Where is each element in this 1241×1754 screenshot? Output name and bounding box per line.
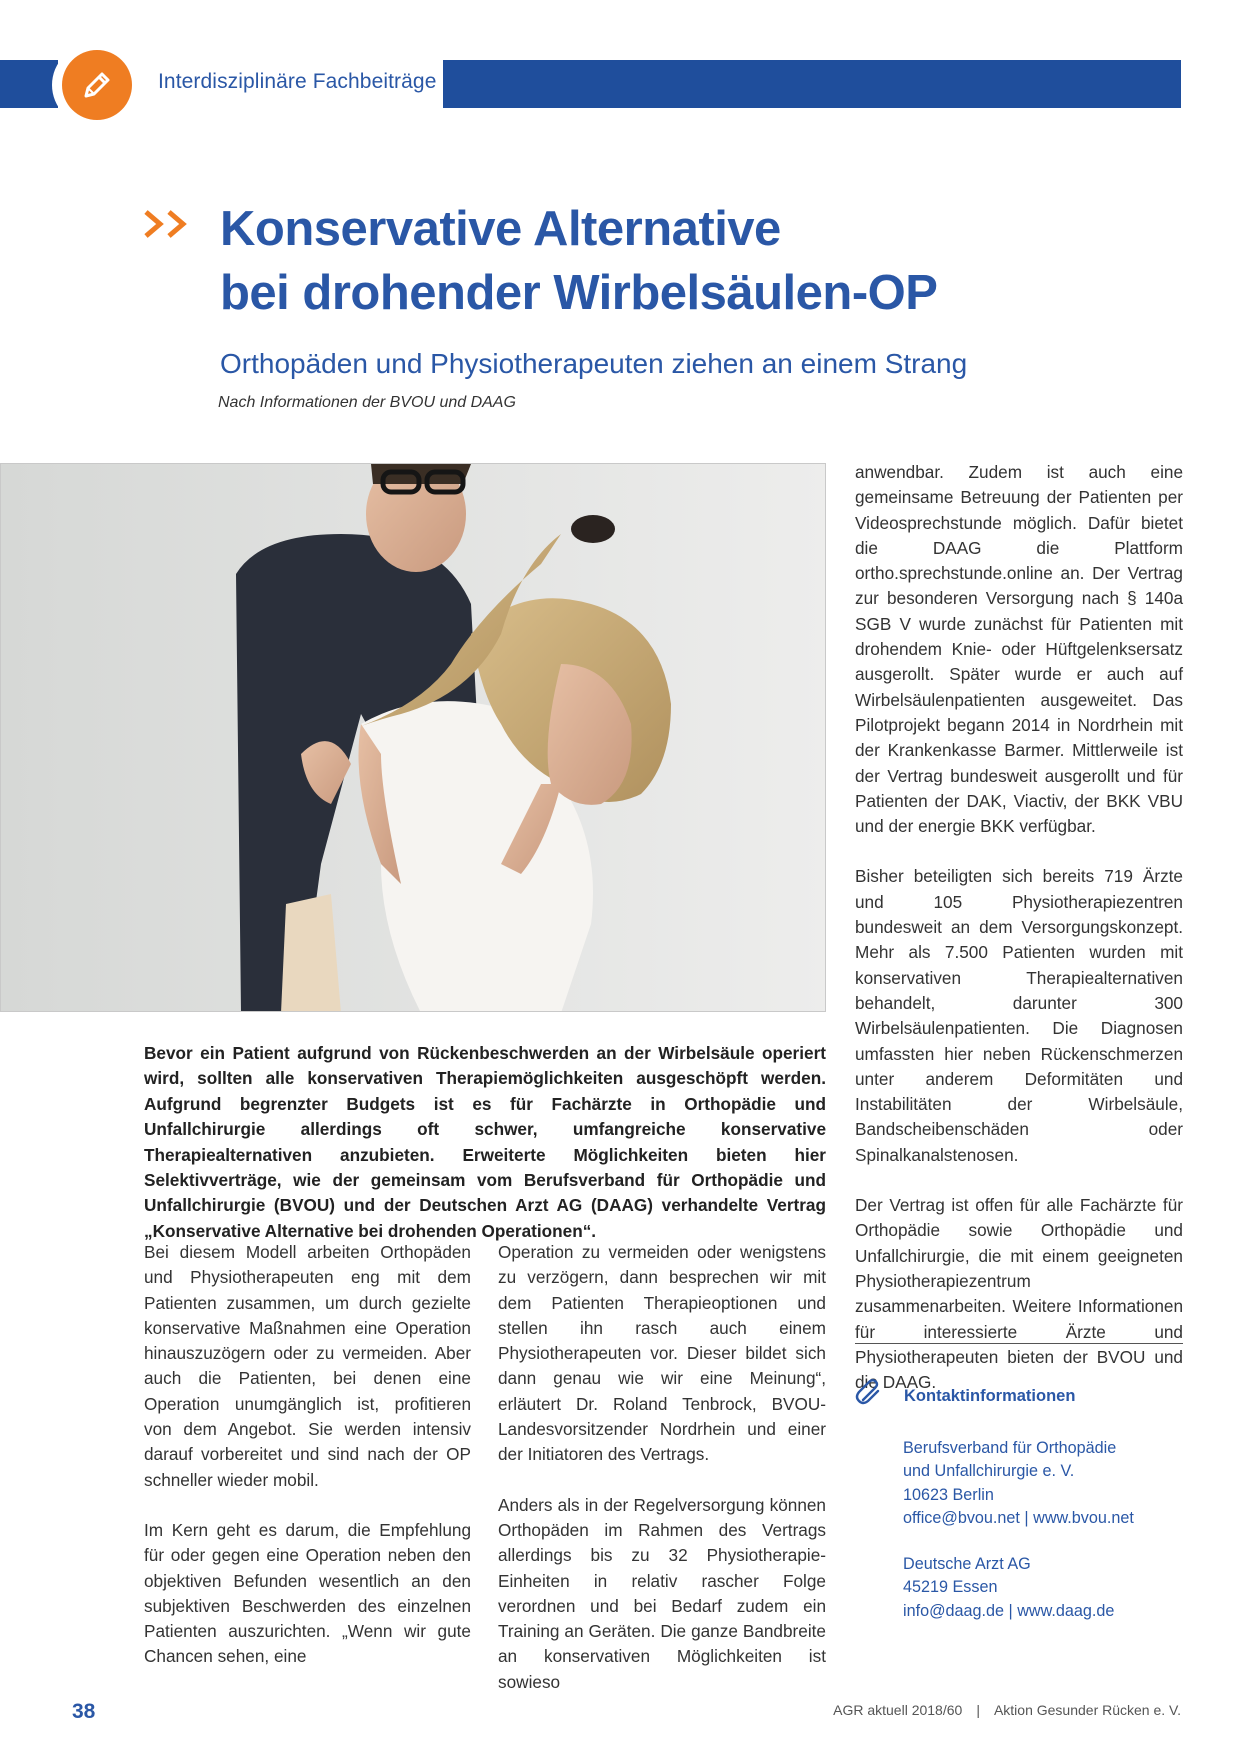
col3-paragraph-2: Bisher beteiligten sich bereits 719 Ärzte und 105 Physiotherapiezentren bundesweit an dem Versorgungskonzept. Mehr als 7.500 Patienten wurden mit konservativen Therapiealternativen behandelt, darunter 300 Wirbelsäulenpatienten. Die Diagnosen umfassten hier neben Rückenschmerzen unter anderem Deformitäten und Instabilitäten der Wirbelsäule, Bandscheibenschäden oder Spinalkanalstenosen. [855, 866, 1183, 1165]
article-title [220, 197, 937, 325]
footer-publisher: Aktion Gesunder Rücken e. V. [993, 1702, 1181, 1718]
contact-divider [855, 1343, 1183, 1344]
body-column-2 [498, 1240, 826, 1720]
body-column-3 [855, 460, 1183, 1420]
contact-daag [903, 1553, 1134, 1623]
article-source: Nach Informationen der BVOU und DAAG [218, 394, 516, 411]
page-number: 38 [72, 1700, 96, 1723]
daag-name: Deutsche Arzt AG [903, 1555, 1031, 1574]
header-bar-left [0, 60, 58, 108]
article-lead: Bevor ein Patient aufgrund von Rückenbeschwerden an der Wirbelsäule operiert wird, sollten alle konservativen Therapiemöglichkeiten ausgeschöpft werden. Aufgrund begrenzter Budgets ist es für Fachärzte in Orthopädie und Unfallchirurgie allerdings oft schwer, umfangreiche konservative Therapiealternativen anzubieten. Erweiterte Möglichkeiten bieten hier Selektivverträge, wie der gemeinsam vom Berufsverband für Orthopädie und Unfallchirurgie (BVOU) und der Deutschen Arzt AG (DAAG) verhandelte Vertrag „Konservative Alternative bei drohenden Operationen“. [144, 1043, 826, 1241]
contact-heading: Kontaktinformationen [904, 1387, 1076, 1405]
photo-illustration [1, 464, 826, 1012]
col3-paragraph-3: Der Vertrag ist offen für alle Fachärzte für Orthopädie sowie Orthopädie und Unfallchirurgie, die mit einem geeigneten Physiotherapiezentrum zusammenarbeiten. Weitere Informationen für interessierte Ärzte und Physiotherapeuten bieten der BVOU und die DAAG. [855, 1195, 1183, 1393]
body-column-1 [144, 1240, 471, 1695]
bvou-links[interactable]: office@bvou.net | www.bvou.net [903, 1508, 1134, 1527]
footer-info [833, 1702, 1181, 1718]
col1-paragraph-1: Bei diesem Modell arbeiten Orthopäden und Physiotherapeuten eng mit dem Patienten zusammen, um durch gezielte konservative Maßnahmen eine Operation hinauszuzögern oder zu vermeiden. Aber auch die Patienten, bei denen eine Operation unumgänglich ist, profitieren von dem Angebot. Sie werden intensiv darauf vorbereitet und sind nach der OP schneller wieder mobil. [144, 1242, 471, 1490]
footer-issue: AGR aktuell 2018/60 [833, 1702, 963, 1718]
section-badge [62, 50, 132, 120]
double-chevron-icon [143, 208, 193, 240]
title-line-2: bei drohender Wirbelsäulen-OP [220, 266, 938, 320]
contact-details [903, 1437, 1134, 1646]
col1-paragraph-2: Im Kern geht es darum, die Empfehlung für oder gegen eine Operation neben den objektiven Befunden wesentlich an den subjektiven Beschwerden des einzelnen Patienten auszurichten. „Wenn wir gute Chancen sehen, eine [144, 1519, 471, 1667]
bvou-city: 10623 Berlin [903, 1485, 994, 1504]
col2-paragraph-2: Anders als in der Regelversorgung können Orthopäden im Rahmen des Vertrags allerdings bis zu 32 Physiotherapie-Einheiten in relativ rascher Folge verordnen und bei Bedarf zudem ein Training an Geräten. Die ganze Bandbreite an konservativen Möglichkeiten ist sowieso [498, 1494, 826, 1692]
pencil-icon [79, 67, 115, 103]
daag-city: 45219 Essen [903, 1578, 998, 1597]
col3-paragraph-1: anwendbar. Zudem ist auch eine gemeinsame Betreuung der Patienten per Videosprechstunde möglich. Dafür bietet die DAAG die Plattform ortho.sprechstunde.online an. Der Vertrag zur besonderen Versorgung nach § 140a SGB V wurde zunächst für Patienten mit drohendem Knie- oder Hüftgelenksersatz ausgerollt. Später wurde er auch auf Wirbelsäulenpatienten ausgeweitet. Das Pilotprojekt begann 2014 in Nordrhein mit der Krankenkasse Barmer. Mittlerweile ist der Vertrag bundesweit ausgerollt und für Patienten der DAK, Viactiv, der BKK VBU und der energie BKK verfügbar. [855, 462, 1183, 837]
bvou-name-line-1: Berufsverband für Orthopädie [903, 1439, 1117, 1457]
footer-separator: | [976, 1702, 980, 1718]
header-bar-right [443, 60, 1181, 108]
daag-links[interactable]: info@daag.de | www.daag.de [903, 1601, 1115, 1620]
title-line-1: Konservative Alternative [220, 202, 781, 256]
section-label: Interdisziplinäre Fachbeiträge [158, 70, 437, 93]
paperclip-icon [854, 1378, 884, 1408]
article-photo [0, 463, 826, 1012]
bvou-name-line-2: und Unfallchirurgie e. V. [903, 1462, 1075, 1481]
col2-paragraph-1: Operation zu vermeiden oder wenigstens zu verzögern, dann besprechen wir mit dem Patienten Therapieoptionen und stellen ihn rasch auch einem Physiotherapeuten vor. Dieser bildet sich dann genau wie wir eine Meinung“, erläutert Dr. Roland Tenbrock, BVOU-Landesvorsitzender Nordrhein und einer der Initiatoren des Vertrags. [498, 1242, 826, 1465]
article-subtitle: Orthopäden und Physiotherapeuten ziehen an einem Strang [220, 348, 968, 379]
contact-bvou [903, 1437, 1134, 1530]
